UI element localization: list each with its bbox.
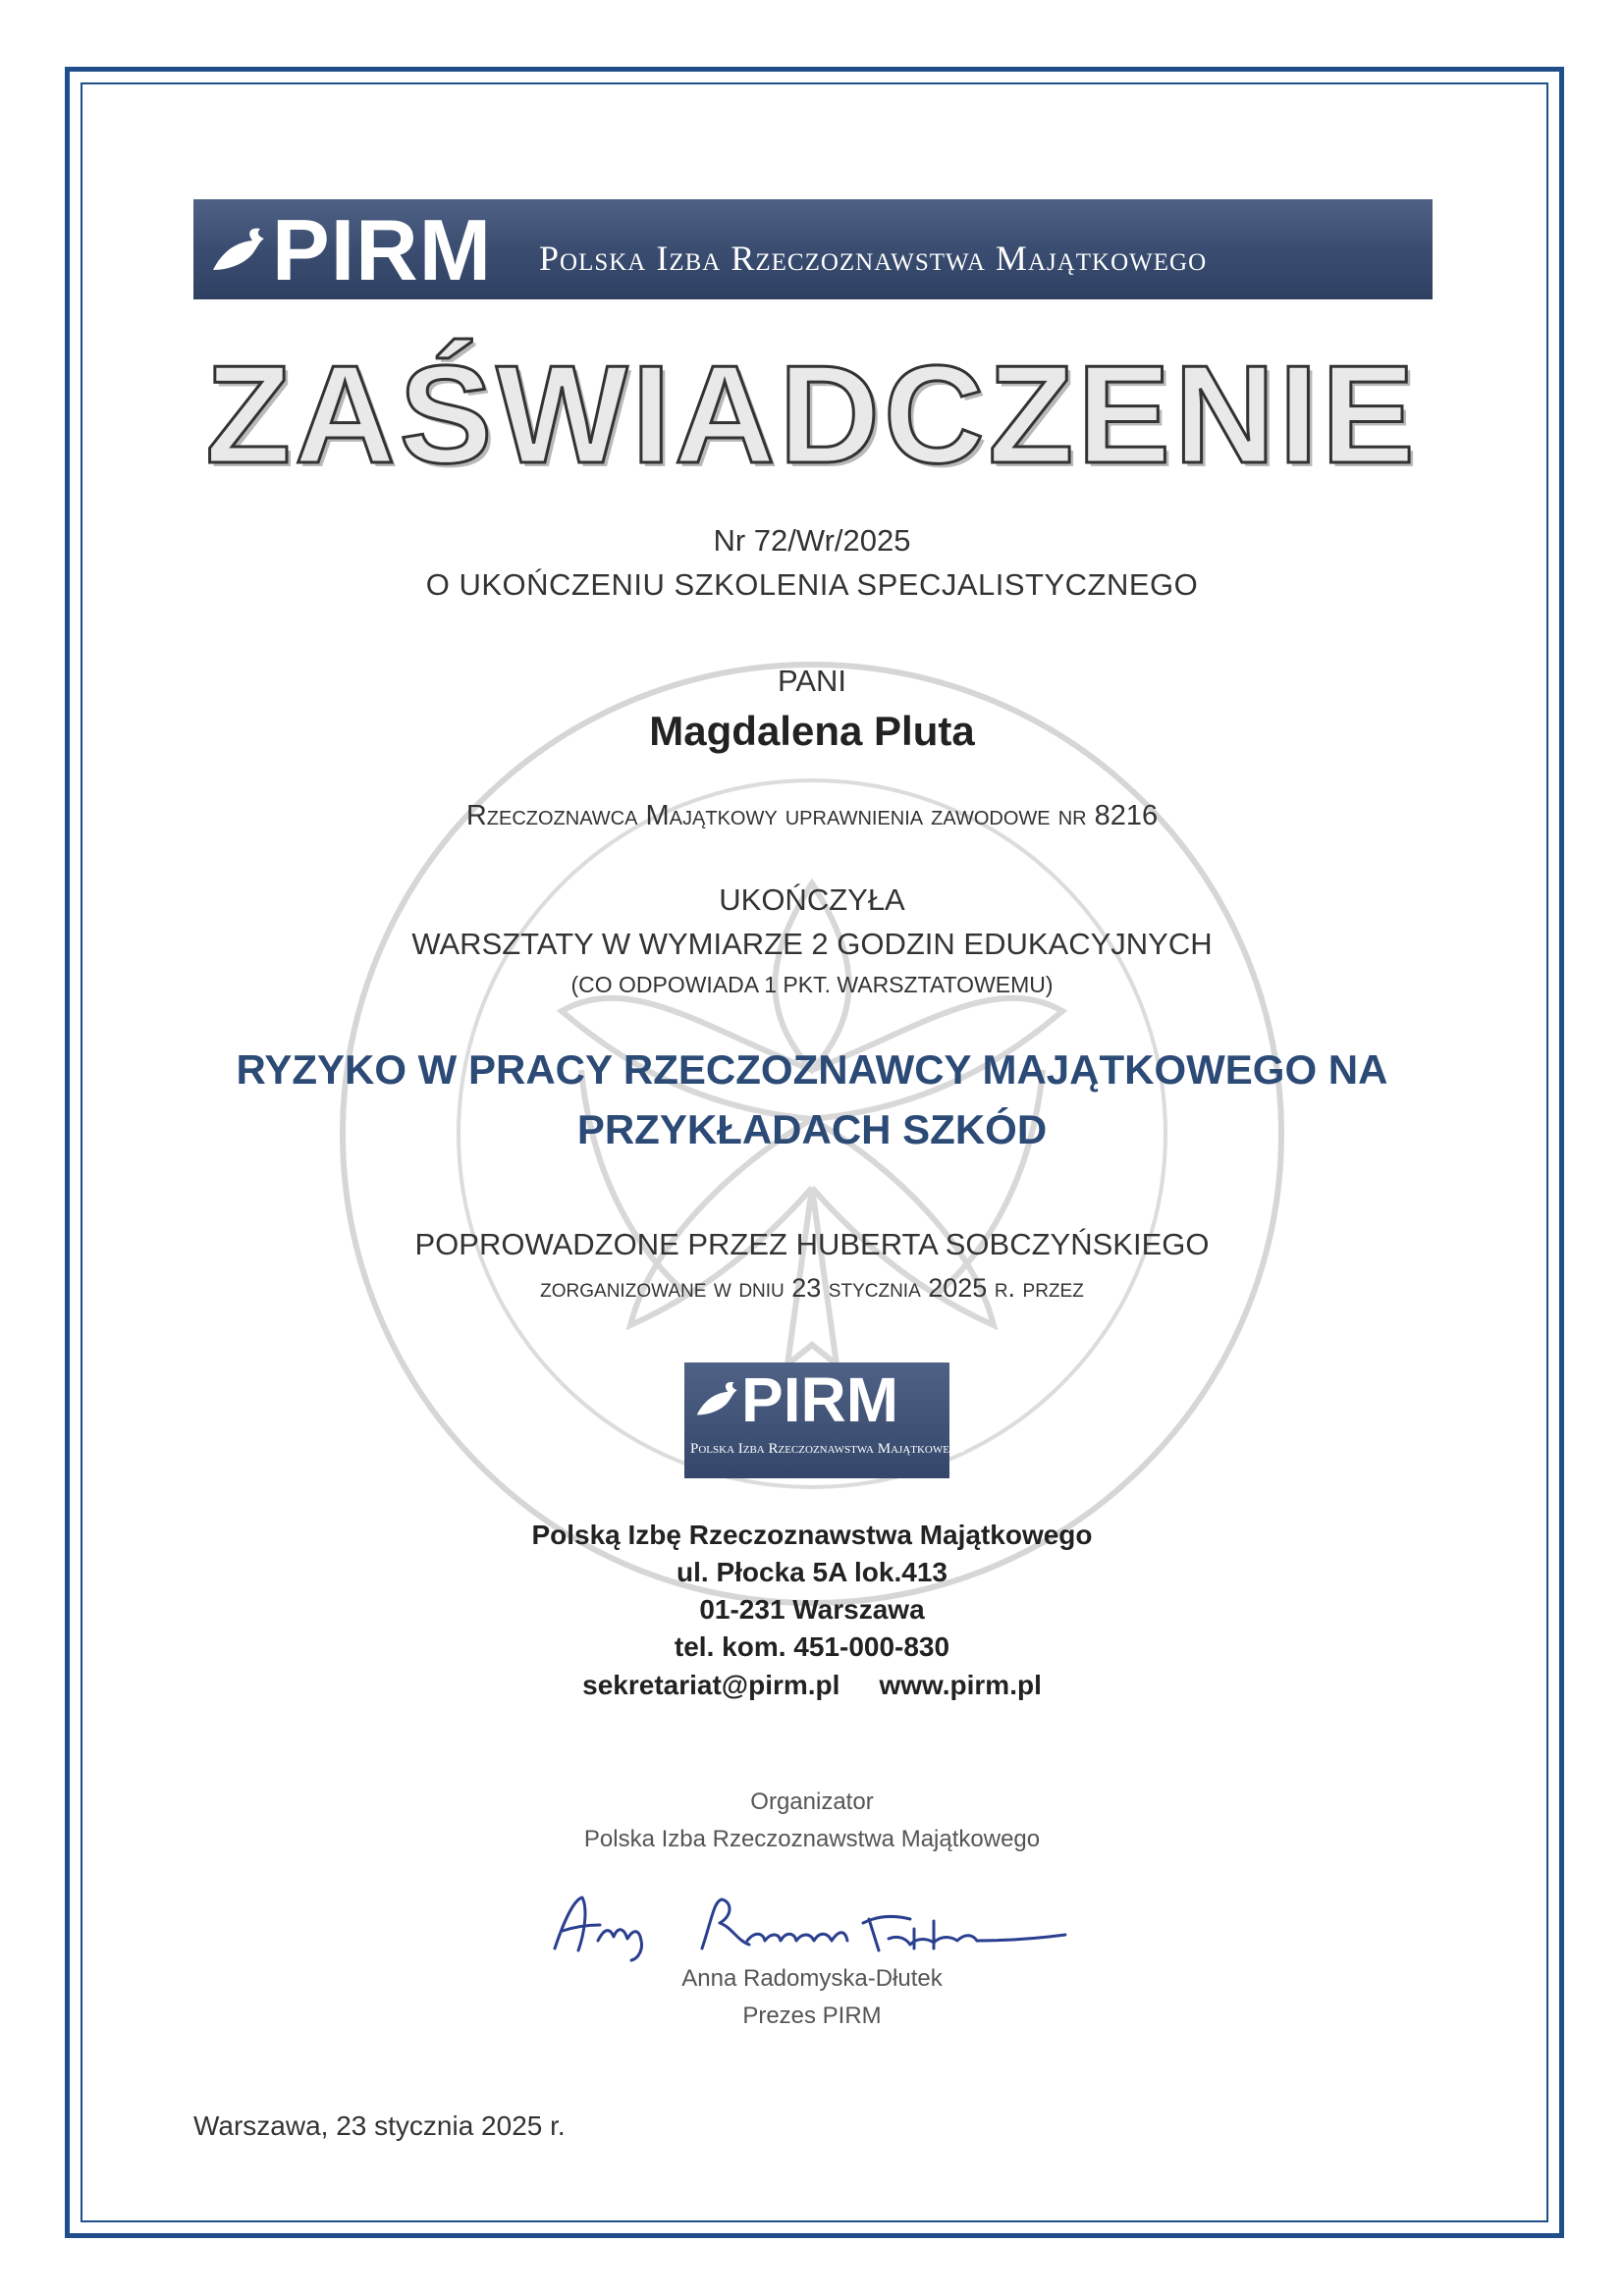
address-phone: tel. kom. 451-000-830	[674, 1631, 950, 1662]
trainer-line: POPROWADZONE PRZEZ HUBERTA SOBCZYŃSKIEGO	[414, 1227, 1210, 1261]
recipient-qualification: Rzeczoznawca Majątkowy uprawnienia zawodowe nr 8216	[465, 800, 1159, 831]
address-organization: Polską Izbę Rzeczoznawstwa Majątkowego	[531, 1520, 1093, 1550]
organized-date-line: zorganizowane w dniu 23 stycznia 2025 r. przez	[540, 1273, 1084, 1303]
signatory-title: Prezes PIRM	[742, 2002, 882, 2029]
address-city: 01-231 Warszawa	[699, 1594, 925, 1625]
address-street: ul. Płocka 5A lok.413	[677, 1557, 947, 1587]
certificate-title: ZAŚWIADCZENIE	[205, 337, 1419, 493]
address-contacts	[0, 1670, 1624, 1701]
organizer-logo	[684, 1362, 965, 1478]
email-link[interactable]: sekretariat@pirm.pl	[582, 1670, 840, 1700]
certificate-number: Nr 72/Wr/2025	[713, 523, 911, 558]
organizer-logo-name: Polska Izba Rzeczoznawstwa Majątkowego	[690, 1441, 965, 1457]
organizer-name: Polska Izba Rzeczoznawstwa Majątkowego	[583, 1826, 1041, 1852]
organizer-logo-text: PIRM	[741, 1364, 898, 1435]
place-and-date: Warszawa, 23 stycznia 2025 r.	[193, 2110, 566, 2141]
website-link[interactable]: www.pirm.pl	[879, 1670, 1042, 1700]
certificate-subtitle: O UKOŃCZENIU SZKOLENIA SPECJALISTYCZNEGO	[425, 567, 1199, 602]
eagle-logo-icon	[207, 221, 272, 286]
handwritten-signature	[545, 1880, 1095, 1968]
header-banner	[193, 199, 1433, 299]
header-organization-name: Polska Izba Rzeczoznawstwa Majątkowego	[539, 239, 1208, 278]
signatory-name: Anna Radomyska-Dłutek	[681, 1965, 943, 1992]
workshop-scope: WARSZTATY W WYMIARZE 2 GODZIN EDUKACYJNYCH	[411, 927, 1213, 961]
organizer-label: Organizator	[750, 1789, 874, 1815]
salutation: PANI	[777, 664, 847, 698]
completed-label: UKOŃCZYŁA	[719, 882, 905, 917]
header-logo-text: PIRM	[272, 201, 492, 298]
training-topic-line-1: RYZYKO W PRACY RZECZOZNAWCY MAJĄTKOWEGO NA	[236, 1046, 1388, 1093]
points-note: (CO ODPOWIADA 1 PKT. WARSZTATOWEMU)	[570, 972, 1054, 997]
recipient-name: Magdalena Pluta	[649, 708, 975, 754]
training-topic-line-2: PRZYKŁADACH SZKÓD	[576, 1106, 1048, 1152]
eagle-logo-icon	[692, 1376, 743, 1427]
